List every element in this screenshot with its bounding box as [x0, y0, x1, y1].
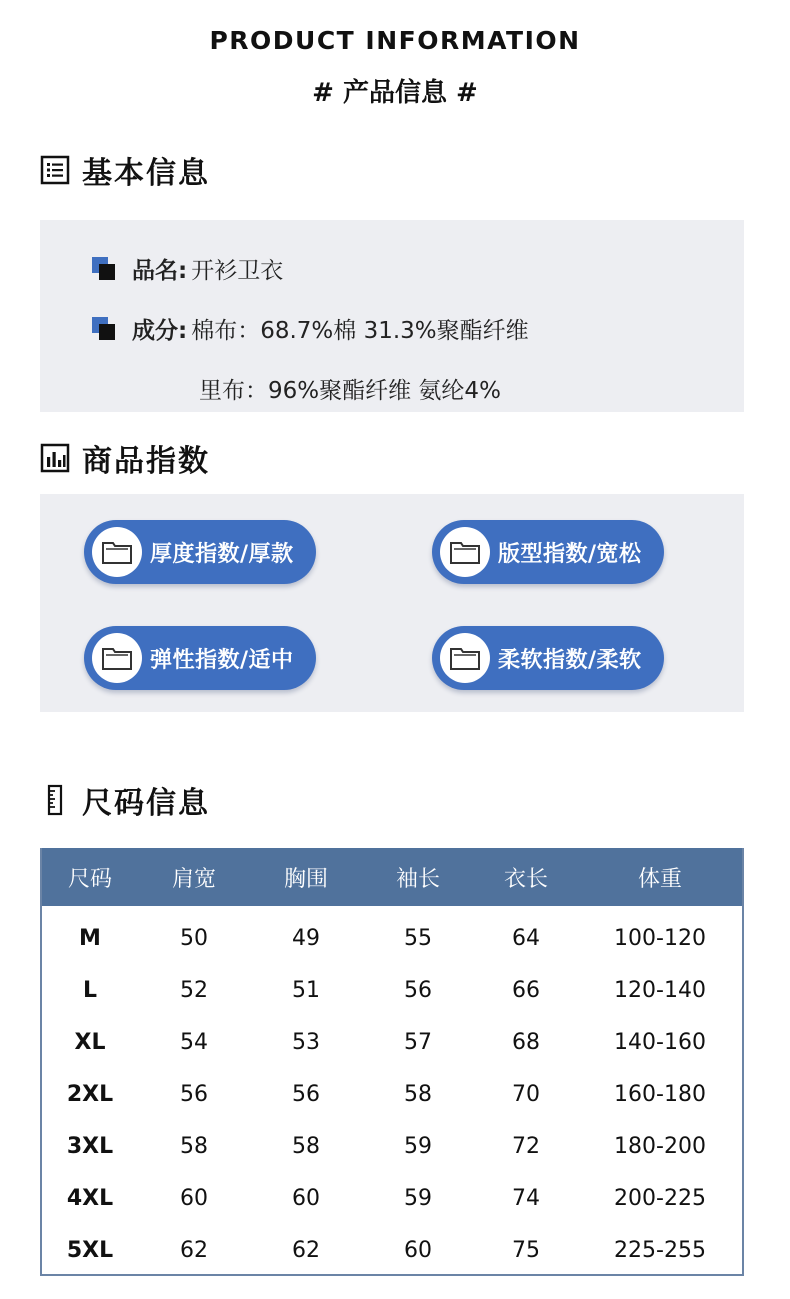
table-cell: 70	[512, 1081, 540, 1107]
table-cell: 50	[180, 925, 208, 951]
table-body	[42, 906, 742, 1276]
table-cell: 59	[404, 1185, 432, 1211]
table-row	[42, 1224, 742, 1276]
square-bullet-icon	[92, 257, 116, 281]
table-cell: 49	[292, 925, 320, 951]
basic-info-title: 基本信息	[82, 156, 210, 191]
column-header: 尺码	[67, 866, 112, 892]
column-header: 体重	[637, 866, 682, 892]
folder-icon	[440, 633, 490, 683]
folder-icon	[440, 527, 490, 577]
list-icon	[40, 155, 70, 185]
table-cell: 60	[404, 1237, 432, 1263]
table-row	[42, 964, 742, 1016]
fit-index-pill	[432, 520, 664, 584]
table-row	[42, 912, 742, 964]
product-index-title: 商品指数	[82, 444, 210, 479]
lining-value: 里布：96%聚酯纤维 氨纶4%	[199, 378, 501, 404]
elasticity-index-pill	[84, 626, 316, 690]
table-cell: 58	[180, 1133, 208, 1159]
thickness-index-label: 厚度指数/厚款	[150, 541, 294, 567]
fit-index-label: 版型指数/宽松	[498, 541, 642, 567]
square-bullet-icon	[92, 317, 116, 341]
table-cell: L	[82, 977, 98, 1003]
table-cell: 225-255	[614, 1237, 706, 1263]
lining-row	[199, 372, 501, 405]
table-cell: XL	[74, 1029, 106, 1055]
folder-icon	[92, 633, 142, 683]
table-cell: 56	[404, 977, 432, 1003]
table-cell: 74	[512, 1185, 540, 1211]
ruler-icon	[40, 785, 70, 815]
column-header: 袖长	[395, 866, 440, 892]
table-row	[42, 1120, 742, 1172]
table-header-row	[42, 848, 742, 906]
size-info-title: 尺码信息	[82, 786, 210, 821]
bar-chart-icon	[40, 443, 70, 473]
table-cell: 64	[512, 925, 540, 951]
elasticity-index-label: 弹性指数/适中	[150, 647, 294, 673]
table-cell: 75	[512, 1237, 540, 1263]
table-cell: 62	[180, 1237, 208, 1263]
table-cell: 57	[404, 1029, 432, 1055]
product-name-label: 品名:	[132, 258, 188, 284]
page-title-en: PRODUCT INFORMATION	[209, 26, 581, 55]
table-cell: 66	[512, 977, 540, 1003]
table-cell: 200-225	[614, 1185, 706, 1211]
composition-label: 成分:	[132, 318, 188, 344]
composition-row	[92, 312, 529, 345]
table-cell: 52	[180, 977, 208, 1003]
thickness-index-pill	[84, 520, 316, 584]
table-cell: 56	[292, 1081, 320, 1107]
table-cell: 51	[292, 977, 320, 1003]
table-cell: 59	[404, 1133, 432, 1159]
folder-icon	[92, 527, 142, 577]
table-cell: 56	[180, 1081, 208, 1107]
table-cell: M	[79, 925, 101, 951]
table-row	[42, 1016, 742, 1068]
table-cell: 58	[292, 1133, 320, 1159]
column-header: 衣长	[503, 866, 548, 892]
table-cell: 5XL	[66, 1237, 114, 1263]
size-info-header	[40, 780, 210, 820]
table-cell: 120-140	[614, 977, 706, 1003]
table-row	[42, 1068, 742, 1120]
table-cell: 160-180	[614, 1081, 706, 1107]
table-cell: 60	[180, 1185, 208, 1211]
table-cell: 55	[404, 925, 432, 951]
column-header: 胸围	[283, 866, 328, 892]
page-title-cn: # 产品信息 #	[312, 78, 478, 108]
softness-index-pill	[432, 626, 664, 690]
table-cell: 54	[180, 1029, 208, 1055]
table-cell: 2XL	[66, 1081, 114, 1107]
table-cell: 180-200	[614, 1133, 706, 1159]
table-cell: 72	[512, 1133, 540, 1159]
table-row	[42, 1172, 742, 1224]
product-name-value: 开衫卫衣	[191, 258, 284, 284]
size-table	[40, 848, 744, 1276]
table-cell: 53	[292, 1029, 320, 1055]
product-index-header	[40, 438, 210, 478]
composition-value: 棉布：68.7%棉 31.3%聚酯纤维	[191, 318, 529, 344]
table-cell: 58	[404, 1081, 432, 1107]
table-cell: 4XL	[66, 1185, 114, 1211]
table-cell: 3XL	[66, 1133, 114, 1159]
table-cell: 62	[292, 1237, 320, 1263]
basic-info-header	[40, 150, 210, 190]
column-header: 肩宽	[171, 866, 216, 892]
table-cell: 68	[512, 1029, 540, 1055]
table-cell: 140-160	[614, 1029, 706, 1055]
table-cell: 60	[292, 1185, 320, 1211]
product-name-row	[92, 252, 283, 285]
softness-index-label: 柔软指数/柔软	[498, 647, 642, 673]
table-cell: 100-120	[614, 925, 706, 951]
